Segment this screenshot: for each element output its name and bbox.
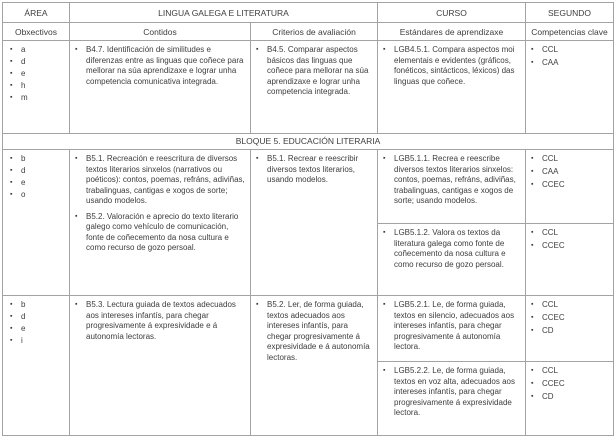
criterion-item: ▪ B5.2. Ler, de forma guiada, textos adecuados aos intereses infantís, para chegar progresivamente á expresividade e á autonomía lectoras. bbox=[256, 300, 372, 363]
competence-item: ▪ CCEC bbox=[531, 313, 608, 324]
objective-item: ▪ i bbox=[10, 336, 64, 347]
contents-list bbox=[75, 300, 245, 342]
competences-cell bbox=[526, 362, 614, 436]
contents-cell bbox=[70, 296, 251, 436]
contents-cell bbox=[70, 41, 251, 134]
criteria-cell bbox=[251, 296, 378, 436]
objective-item: ▪ e bbox=[10, 178, 64, 189]
competences-cell bbox=[526, 296, 614, 362]
competence-item: ▪ CCEC bbox=[531, 241, 608, 252]
competences-list bbox=[531, 300, 608, 337]
competences-list bbox=[531, 228, 608, 252]
criterion-item: ▪ B5.1. Recrear e reescribir diversos textos literarios, usando modelos. bbox=[256, 154, 372, 186]
criteria-cell bbox=[251, 150, 378, 296]
competence-item: ▪ CD bbox=[531, 326, 608, 337]
criteria-list bbox=[256, 45, 372, 98]
contents-list bbox=[75, 154, 245, 254]
competences-cell bbox=[526, 224, 614, 296]
header-criteria: Criterios de avaliación bbox=[251, 23, 378, 41]
competence-item: ▪ CD bbox=[531, 392, 608, 403]
standards-list bbox=[383, 366, 520, 419]
objectives-list bbox=[10, 154, 64, 201]
objectives-list bbox=[10, 45, 64, 104]
curriculum-table bbox=[2, 2, 614, 436]
competences-list bbox=[531, 45, 608, 69]
header-area: ÁREA bbox=[3, 3, 70, 23]
criterion-item: ▪ B4.5. Comparar aspectos básicos das linguas que coñece para mellorar na súa aprendizaxe e lograr unha competencia integrada. bbox=[256, 45, 372, 98]
content-item: ▪ B4.7. Identificación de similitudes e diferenzas entre as linguas que coñece para mellorar na súa aprendizaxe e lograr unha competencia comunicativa integrada. bbox=[75, 45, 245, 87]
header-standards: Estándares de aprendizaxe bbox=[378, 23, 526, 41]
objective-item: ▪ o bbox=[10, 190, 64, 201]
objective-item: ▪ d bbox=[10, 166, 64, 177]
standards-list bbox=[383, 45, 520, 87]
header-competences: Competencias clave bbox=[526, 23, 614, 41]
competence-item: ▪ CCEC bbox=[531, 379, 608, 390]
header-course: CURSO bbox=[378, 3, 526, 23]
competence-item: ▪ CAA bbox=[531, 167, 608, 178]
standards-cell bbox=[378, 296, 526, 362]
standards-cell bbox=[378, 41, 526, 134]
objective-item: ▪ b bbox=[10, 300, 64, 311]
objective-item: ▪ d bbox=[10, 57, 64, 68]
table-row bbox=[3, 150, 614, 224]
standard-item: ▪ LGB4.5.1. Compara aspectos moi elementais e evidentes (gráficos, fonéticos, sintácticos, léxicos) das linguas que coñece. bbox=[383, 45, 520, 87]
objectives-cell bbox=[3, 41, 70, 134]
standard-item: ▪ LGB5.2.1. Le, de forma guiada, textos en silencio, adecuados aos intereses infantís, para chegar progresivamente á autonomía lectora. bbox=[383, 300, 520, 353]
objective-item: ▪ e bbox=[10, 324, 64, 335]
block-title-row bbox=[3, 134, 614, 150]
objective-item: ▪ d bbox=[10, 312, 64, 323]
table-row bbox=[3, 41, 614, 134]
standard-item: ▪ LGB5.2.2. Le, de forma guiada, textos en voz alta, adecuados aos intereses infantís, para chegar progresivamente á expresividade lectora. bbox=[383, 366, 520, 419]
content-item: ▪ B5.2. Valoración e aprecio do texto literario galego como vehículo de comunicación, fonte de coñecemento da nosa cultura e como recurso de gozo persoal. bbox=[75, 212, 245, 254]
header-row-2 bbox=[3, 23, 614, 41]
header-row-1 bbox=[3, 3, 614, 23]
competences-cell bbox=[526, 150, 614, 224]
objectives-cell bbox=[3, 296, 70, 436]
competence-item: ▪ CCL bbox=[531, 228, 608, 239]
content-item: ▪ B5.3. Lectura guiada de textos adecuados aos intereses infantís, para chegar progresivamente á expresividade e á autonomía lectoras. bbox=[75, 300, 245, 342]
competence-item: ▪ CCL bbox=[531, 300, 608, 311]
competences-list bbox=[531, 366, 608, 403]
content-item: ▪ B5.1. Recreación e reescritura de diversos textos literarios sinxelos (narrativos ou poéticos): contos, poemas, refráns, adiviñas, trabalinguas, cantigas e xogos de sorte; usando modelos. bbox=[75, 154, 245, 207]
objective-item: ▪ b bbox=[10, 154, 64, 165]
contents-list bbox=[75, 45, 245, 87]
contents-cell bbox=[70, 150, 251, 296]
standards-cell bbox=[378, 224, 526, 296]
standards-cell bbox=[378, 150, 526, 224]
criteria-cell bbox=[251, 41, 378, 134]
table-row bbox=[3, 296, 614, 362]
competence-item: ▪ CCL bbox=[531, 366, 608, 377]
criteria-list bbox=[256, 154, 372, 186]
objectives-cell bbox=[3, 150, 70, 296]
criteria-list bbox=[256, 300, 372, 363]
competence-item: ▪ CCL bbox=[531, 45, 608, 56]
header-subject: LINGUA GALEGA E LITERATURA bbox=[70, 3, 378, 23]
header-level: SEGUNDO bbox=[526, 3, 614, 23]
standard-item: ▪ LGB5.1.2. Valora os textos da literatura galega como fonte de coñecemento da nosa cultura e como recurso de gozo persoal. bbox=[383, 228, 520, 270]
competence-item: ▪ CCEC bbox=[531, 180, 608, 191]
competence-item: ▪ CAA bbox=[531, 58, 608, 69]
standards-cell bbox=[378, 362, 526, 436]
header-objectives: Obxectivos bbox=[3, 23, 70, 41]
objective-item: ▪ e bbox=[10, 69, 64, 80]
competence-item: ▪ CCL bbox=[531, 154, 608, 165]
standard-item: ▪ LGB5.1.1. Recrea e reescribe diversos textos literarios sinxelos: contos, poemas, refráns, adiviñas, trabalinguas, cantigas e xogos de sorte; usando modelos. bbox=[383, 154, 520, 207]
block-title: BLOQUE 5. EDUCACIÓN LITERARIA bbox=[3, 134, 614, 150]
objective-item: ▪ h bbox=[10, 81, 64, 92]
objectives-list bbox=[10, 300, 64, 347]
standards-list bbox=[383, 228, 520, 270]
objective-item: ▪ a bbox=[10, 45, 64, 56]
competences-list bbox=[531, 154, 608, 191]
standards-list bbox=[383, 154, 520, 207]
competences-cell bbox=[526, 41, 614, 134]
objective-item: ▪ m bbox=[10, 93, 64, 104]
header-contents: Contidos bbox=[70, 23, 251, 41]
standards-list bbox=[383, 300, 520, 353]
